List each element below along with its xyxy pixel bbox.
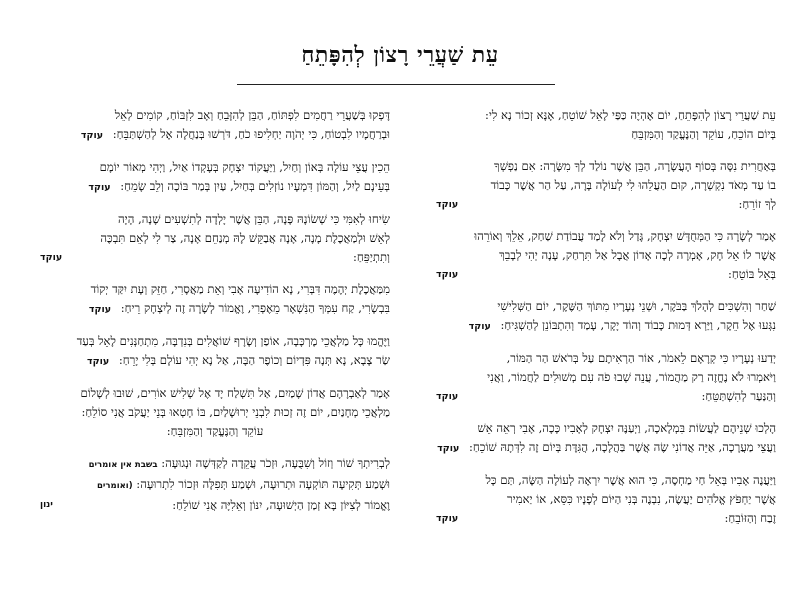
title-rule <box>237 84 555 85</box>
stanza-line: הֵכִין עֲצֵי עוֹלָה בְּאוֹן וְחַיִל, וַיַּעֲקוֹד יִצְחָק בְּעָקְדוֹ אַיִל, וַיְהִי מְאוֹר יוֹמָם <box>99 160 390 174</box>
stanza-l2 <box>40 158 390 197</box>
stanza-line-text: וּבְרַחֲמָיו לִבְטוֹחַ, כִּי יְהֹוָה יַחְלִיפוּ כֹחַ, דֹּרְשׁוּ בְּנַחֲלָה אֶל לְהַשְׁתַּבֵּחַ: <box>112 127 390 141</box>
stanza-line: אָמַר לְאַבְרָהָם אֲדוֹן שָׁמַיִם, אַל תִּשְׁלַח יָד אֶל שְׁלִישׁ אוֹרִים, שׁוּבוּ לְשָׁלוֹם <box>80 386 390 400</box>
tune-label: ינון <box>40 500 53 510</box>
closing-stanza <box>40 454 390 515</box>
closing-line-text: וּשְׁמַע תְּקִיעָה תּוֹקְעָה וּתְרוּעָה, וּשְׁמַע תְּפִלָּה וּזְכוֹר לִתְרוּעָה: <box>136 477 390 491</box>
refrain-marker: עוקד <box>88 182 111 193</box>
stanza-line <box>40 351 390 371</box>
stanza-r6 <box>436 419 776 458</box>
refrain-marker: עוקד <box>437 443 460 454</box>
stanza-line: אֲשֶׁר יַחְפֹּץ אֱלֹהִים יַעֲשֶׂה, נִבְנֶה בְּנִי הַיּוֹם לְפָנָיו כִּסֵּא, אוֹ יַאמִיר <box>506 492 776 506</box>
closing-line-text: לְבְרִיתְךָ שׁוֹר וְזוֹל וְשִׁבֻּעָה, וּזְכֹר עֲקֵדָה לְקַדְּשָׁה וּנְגוּעָה: <box>161 456 390 470</box>
closing-line-text: וֶאֱמוֹר לְצִיּוֹן בָּא זְמַן הַיְשׁוּעָה, יִנּוֹן וְאֵלִיָּה אֲנִי שׁוֹלֵחַ: <box>172 498 390 512</box>
stanza-line-text: בְּיוֹם הוֹכֵחַ, <box>727 127 776 141</box>
stanza-l4 <box>40 280 390 319</box>
right-column <box>436 106 776 541</box>
closing-note: בשבת אין אומרים <box>88 460 158 470</box>
stanza-line: וַיֹּאמְרוּ לֹא נֶחֱזֶה רַק מַהֲמוֹר, עֲנֵה שְׁבוּ פֹה עִם מְשׁוּלִים לַחֲמוֹר, וַאֲנִי <box>487 370 776 384</box>
stanza-line: שִׂיחוּ לְאִמִּי כִּי שְׁשׂוֹנָהּ פָּנָה, הַבֵּן אֲשֶׁר יָלְדָה לְתִשְׁעִים שָׁנָה, הָיָה <box>118 212 390 226</box>
stanza-r5 <box>436 349 776 406</box>
closing-note: (ואומרים <box>97 481 133 491</box>
stanza-r3 <box>436 227 776 284</box>
stanza-line-text: נִגְּעוּ אֶל חֵקֶר, וַיַּרְא דְּמוּת כָּבוֹד וְהוֹד יָקָר, עָמַד וְהִתְבּוֹנֵן לְהַשְׁגִּיחַ: <box>500 318 776 332</box>
refrain-marker: עוקד <box>436 391 459 402</box>
stanza-line <box>436 265 776 284</box>
stanza-line: יְדַעוּ נְעָרָיו כִּי קְרָאָם לֵאמֹר, אוֹר הַרְאִיתֶם עַל בְּרֹאשׁ הַר הַמּוֹר, <box>506 351 776 365</box>
stanza-line-text: וְתִתְיַפֵּחַ: <box>353 250 390 264</box>
refrain-marker: עוקד <box>468 321 491 332</box>
stanza-r4 <box>436 297 776 336</box>
stanza-line <box>436 387 776 406</box>
stanza-line <box>436 509 776 528</box>
refrain-marker: עוקד <box>436 513 459 524</box>
stanza-line-text: וְהַנַּעַר לְהִשְׁתַּטֵּחַ: <box>701 389 776 403</box>
refrain-marker: עוקד <box>88 304 112 315</box>
stanza-line <box>436 125 776 144</box>
stanza-l6 <box>40 384 390 441</box>
stanza-line-text: בִּבְשָׂרִי, קַח עִמְּךָ הַנִּשְׁאָר מֵאֶפְרִי, וֶאֱמוֹר לְשָׂרָה זֶה לְיִצְחָק רֵיחַ: <box>120 301 390 315</box>
stanza-refrain: עוֹקֵד וְהַנֶּעֱקַד וְהַמִּזְבֵּחַ <box>631 127 724 141</box>
stanza-line: מִמַּאֲכֶלֶת יְהֶמֶה דִּבְּרִי, נָא הוֹדִיעָה אָבִי וְאֵת מַאֲסָרִי, חַזֵּק וְעָת יִקַּד יְקוֹד <box>90 282 390 296</box>
stanza-line: לְאֵשׁ וּלְמַאֲכֶלֶת מָנָה, אָנָה אֲבַקֵּשׁ לָהּ מְנַחֵם אָנָה, צַר לִי לְאֵם תִּבְכֶּה <box>100 231 390 245</box>
closing-line <box>40 454 390 475</box>
stanza-line-text: וַעֲצֵי מַעֲרָכָה, אַיֵּה אֲדוֹנִי שֶׂה אֲשֶׁר בַּהֲלָכָה, הֲגִּדֶּת בְּיוֹם זֶה לִדְּתָהּ שׁוֹכֵחַ: <box>469 440 776 454</box>
stanza-line <box>436 195 776 214</box>
closing-line <box>40 475 390 496</box>
refrain-marker: עוקד <box>80 130 104 141</box>
stanza-line-text: זֶבַח וְהַזּוֹבֵחַ: <box>724 511 776 525</box>
closing-line <box>40 496 390 515</box>
stanza-line: הָלְכוּ שְׁנֵיהֶם לַעֲשׂוֹת בִּמְלָאכָה, וַיְעַנֶּה יִצְחָק לְאָבִיו כָּכָה, אָבִי רְאֵה אֵשׁ <box>477 421 776 435</box>
refrain-marker: עוקד <box>436 199 459 210</box>
stanza-line-text: בְּעֵינָם לַיִל, וְהַמּוֹן דִּמְעָיו נוֹזְלִים בְּחַיִל, עַיִן בְּמַר בּוֹכָה וְלֵב שָׂמֵחַ: <box>120 179 390 193</box>
stanza-l5 <box>40 332 390 371</box>
stanza-l3 <box>40 210 390 267</box>
stanza-r7 <box>436 471 776 528</box>
refrain-marker: עוקד <box>40 252 63 263</box>
stanza-line <box>436 316 776 336</box>
refrain-marker: עוקד <box>87 356 110 367</box>
stanza-line: וַיֶּהֱמוּ כָּל מַלְאֲכֵי מֶרְכָּבָה, אוֹפַן וְשָׂרָף שׁוֹאֲלִים בְּנִדְבָּה, מִתְחַנְּנִים לָאֵל בְּעַד <box>76 334 390 348</box>
stanza-l1 <box>40 106 390 145</box>
stanza-line: בוֹ עַד מְאֹד נִקְשְׁרָה, קוּם הַעֲלֵהוּ לִי לְעוֹלָה בָּרָה, עַל הַר אֲשֶׁר כָּבוֹד <box>490 178 776 192</box>
stanza-line: אֲשֶׁר לוֹ אֵל חָק, אָמְרָה לְכָה אָדוֹן אֲבָל אַל תִּרְחַק, עָנָה יְהִי לְבָבֵךְ <box>499 248 776 262</box>
stanza-line <box>436 438 776 458</box>
stanza-line-text: לְךָ זוֹרֵחַ: <box>738 197 776 211</box>
stanza-line: אָמַר לְשָׂרָה כִּי הַמְּחֻדָּשׁ יִצְחָק, גָּדַל וְלֹא לָמַד עֲבוֹדַת שַׁחַק, אֵלֵךְ וְאוֹרֵהוּ <box>474 229 776 243</box>
page-title: עֵת שַׁעֲרֵי רָצוֹן לְהִפָּתֵחַ <box>301 42 499 68</box>
stanza-line: עֵת שַׁעֲרֵי רָצוֹן לְהִפָּתֵחַ, יוֹם אֶהְיֶה כַּפַּי לָאֵל שׁוֹטֵחַ, אָנָּא זְכוֹר נָא לִי: <box>484 108 776 122</box>
stanza-line <box>40 125 390 145</box>
stanza-line-text: בְּאֵל בּוֹטֵחַ: <box>728 267 776 281</box>
stanza-line: מַלְאֲכֵי מְחָנַיִם, יוֹם זֶה זְכוּת לִבְנֵי יְרוּשָׁלַיִם, בּוֹ חָטְאוּ בְּנֵי יַעֲקֹב אֲנִי סוֹלֵחַ: <box>81 405 390 419</box>
stanza-refrain-centered: עוֹקֵד וְהַנֶּעֱקַד וְהַמִּזְבֵּחַ: <box>166 424 264 438</box>
stanza-line <box>40 299 390 319</box>
stanza-line: בְּאַחֲרִית נִסָּה בְּסוֹף הָעֲשָׂרָה, הַבֵּן אֲשֶׁר נוֹלַד לְךָ מִשָּׂרָה: אִם נַפְשְׁךָ <box>494 159 776 173</box>
stanza-line <box>40 177 390 197</box>
stanza-r1 <box>436 106 776 144</box>
stanza-line <box>40 248 390 267</box>
left-column <box>40 106 390 528</box>
stanza-line: שַׁחַר וְהִשְׁכִּים לְהָלֹךְ בַּבֹּקֶר, וּשְׁנֵי נְעָרָיו מִתּוֹךְ הַשֶּׁקֶר, יוֹם הַשְּׁלִישִׁי <box>497 299 776 313</box>
refrain-marker: עוקד <box>436 269 459 280</box>
stanza-r2 <box>436 157 776 214</box>
stanza-line-text: שַׂר צָבָא, נָא תְּנָה פִּדְיוֹם וְכוֹפֶר הַבָּה, אַל נָא יְהִי עוֹלָם בְּלִי יָרֵחַ: <box>118 353 390 367</box>
stanza-line: וַיַּעֲנֶה אָבִיו בְּאֵל חַי מַחְסֶה, כִּי הוּא אֲשֶׁר יִרְאֶה לְעוֹלָה הַשֶּׂה, תַּם כָּל <box>485 473 776 487</box>
stanza-line: דָּפְקוּ בְּשַׁעֲרֵי רַחֲמִים לִפְתּוֹחַ, הַבֵּן לְהִזָּבֵחַ וְאָב לִזְבּוֹחַ, קוֹמִים לְאֵל <box>114 108 390 122</box>
